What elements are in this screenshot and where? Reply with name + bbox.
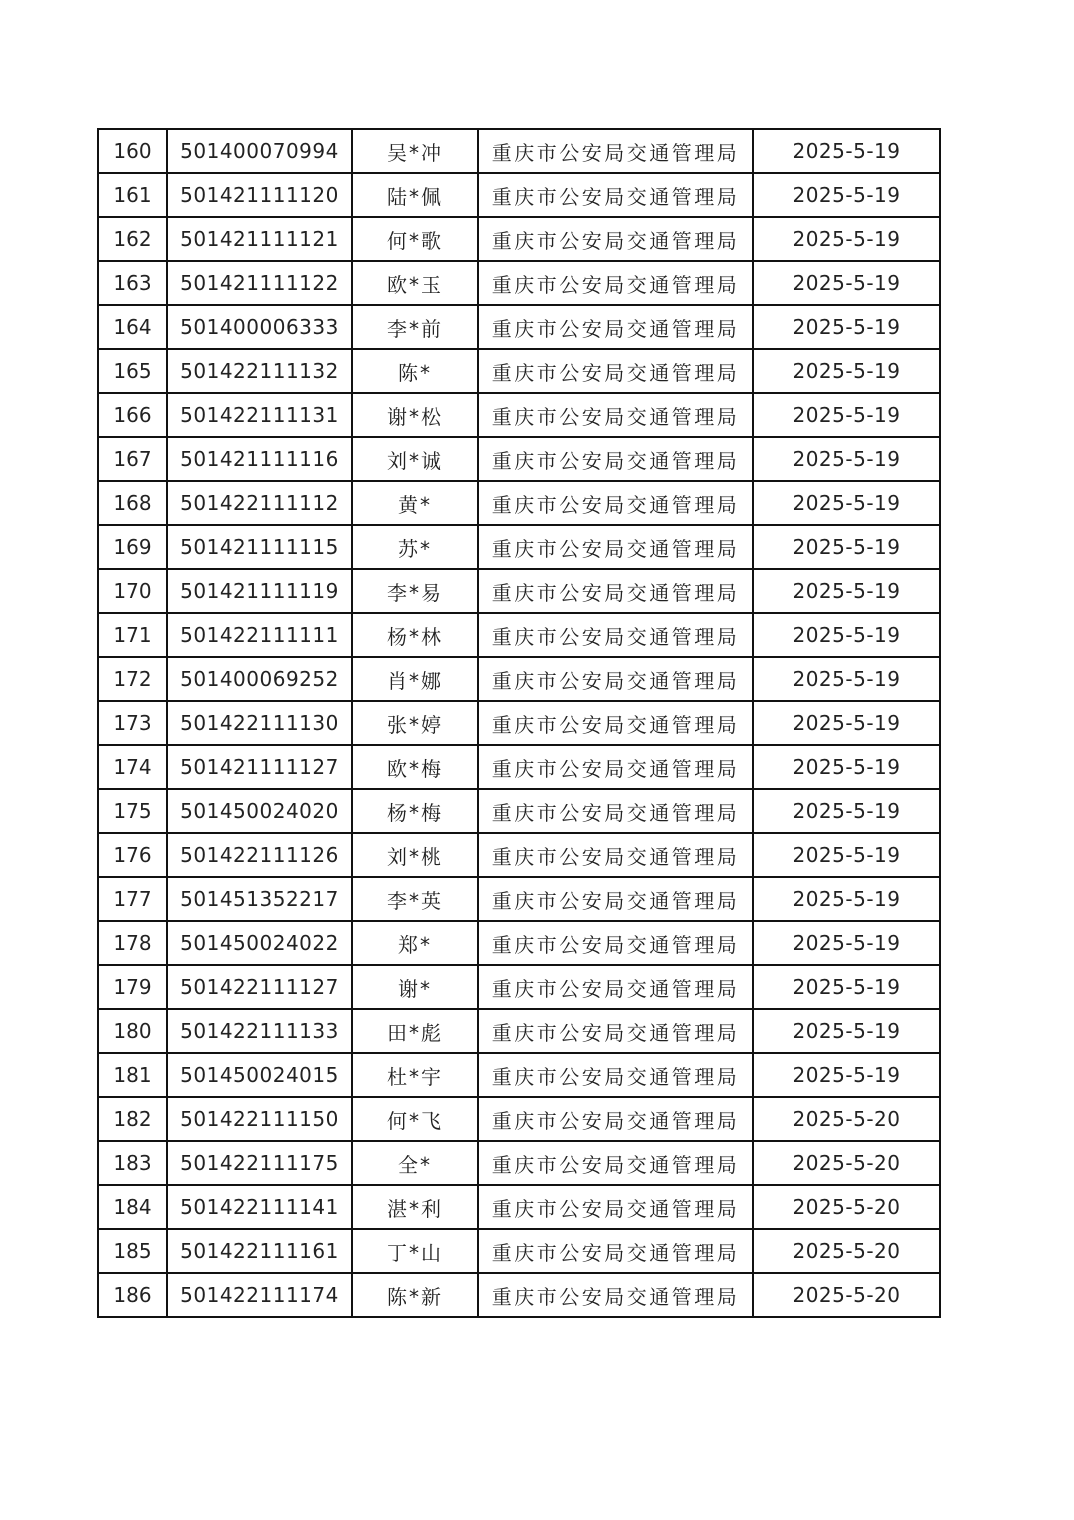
person-name-cell: 何*飞 <box>352 1097 478 1141</box>
row-number-cell: 171 <box>98 613 167 657</box>
date-cell: 2025-5-19 <box>753 701 940 745</box>
record-id-cell: 501422111175 <box>167 1141 352 1185</box>
table-row <box>98 1273 940 1317</box>
date-cell: 2025-5-20 <box>753 1185 940 1229</box>
organization-cell: 重庆市公安局交通管理局 <box>478 877 753 921</box>
table-row <box>98 833 940 877</box>
table-row <box>98 173 940 217</box>
person-name-cell: 杨*林 <box>352 613 478 657</box>
record-id-cell: 501422111130 <box>167 701 352 745</box>
table-row <box>98 481 940 525</box>
row-number-cell: 162 <box>98 217 167 261</box>
date-cell: 2025-5-19 <box>753 833 940 877</box>
row-number-cell: 173 <box>98 701 167 745</box>
row-number-cell: 176 <box>98 833 167 877</box>
table-row <box>98 1097 940 1141</box>
date-cell: 2025-5-19 <box>753 877 940 921</box>
table-row <box>98 1141 940 1185</box>
row-number-cell: 183 <box>98 1141 167 1185</box>
date-cell: 2025-5-19 <box>753 525 940 569</box>
table-row <box>98 1185 940 1229</box>
record-id-cell: 501400006333 <box>167 305 352 349</box>
date-cell: 2025-5-20 <box>753 1273 940 1317</box>
date-cell: 2025-5-19 <box>753 481 940 525</box>
row-number-cell: 177 <box>98 877 167 921</box>
date-cell: 2025-5-19 <box>753 1009 940 1053</box>
date-cell: 2025-5-19 <box>753 921 940 965</box>
organization-cell: 重庆市公安局交通管理局 <box>478 1009 753 1053</box>
organization-cell: 重庆市公安局交通管理局 <box>478 173 753 217</box>
date-cell: 2025-5-19 <box>753 569 940 613</box>
organization-cell: 重庆市公安局交通管理局 <box>478 965 753 1009</box>
table-row <box>98 789 940 833</box>
record-id-cell: 501421111121 <box>167 217 352 261</box>
row-number-cell: 164 <box>98 305 167 349</box>
row-number-cell: 174 <box>98 745 167 789</box>
record-id-cell: 501400069252 <box>167 657 352 701</box>
organization-cell: 重庆市公安局交通管理局 <box>478 305 753 349</box>
person-name-cell: 杨*梅 <box>352 789 478 833</box>
table-row <box>98 217 940 261</box>
record-id-cell: 501450024022 <box>167 921 352 965</box>
table-row <box>98 305 940 349</box>
record-id-cell: 501422111131 <box>167 393 352 437</box>
record-id-cell: 501422111112 <box>167 481 352 525</box>
row-number-cell: 165 <box>98 349 167 393</box>
date-cell: 2025-5-19 <box>753 129 940 173</box>
row-number-cell: 160 <box>98 129 167 173</box>
organization-cell: 重庆市公安局交通管理局 <box>478 1141 753 1185</box>
person-name-cell: 刘*诚 <box>352 437 478 481</box>
row-number-cell: 163 <box>98 261 167 305</box>
organization-cell: 重庆市公安局交通管理局 <box>478 833 753 877</box>
record-id-cell: 501421111120 <box>167 173 352 217</box>
person-name-cell: 苏* <box>352 525 478 569</box>
record-id-cell: 501422111133 <box>167 1009 352 1053</box>
date-cell: 2025-5-19 <box>753 745 940 789</box>
date-cell: 2025-5-19 <box>753 349 940 393</box>
row-number-cell: 175 <box>98 789 167 833</box>
row-number-cell: 172 <box>98 657 167 701</box>
row-number-cell: 167 <box>98 437 167 481</box>
record-id-cell: 501450024020 <box>167 789 352 833</box>
organization-cell: 重庆市公安局交通管理局 <box>478 921 753 965</box>
row-number-cell: 178 <box>98 921 167 965</box>
date-cell: 2025-5-20 <box>753 1229 940 1273</box>
person-name-cell: 肖*娜 <box>352 657 478 701</box>
date-cell: 2025-5-19 <box>753 965 940 1009</box>
organization-cell: 重庆市公安局交通管理局 <box>478 1097 753 1141</box>
person-name-cell: 郑* <box>352 921 478 965</box>
table-row <box>98 657 940 701</box>
row-number-cell: 169 <box>98 525 167 569</box>
table-row <box>98 1009 940 1053</box>
record-id-cell: 501422111111 <box>167 613 352 657</box>
table-row <box>98 921 940 965</box>
person-name-cell: 李*易 <box>352 569 478 613</box>
date-cell: 2025-5-19 <box>753 657 940 701</box>
records-table <box>97 128 941 1318</box>
person-name-cell: 谢*松 <box>352 393 478 437</box>
date-cell: 2025-5-19 <box>753 393 940 437</box>
organization-cell: 重庆市公安局交通管理局 <box>478 1053 753 1097</box>
row-number-cell: 170 <box>98 569 167 613</box>
date-cell: 2025-5-19 <box>753 437 940 481</box>
organization-cell: 重庆市公安局交通管理局 <box>478 1229 753 1273</box>
organization-cell: 重庆市公安局交通管理局 <box>478 745 753 789</box>
organization-cell: 重庆市公安局交通管理局 <box>478 129 753 173</box>
organization-cell: 重庆市公安局交通管理局 <box>478 393 753 437</box>
person-name-cell: 陈*新 <box>352 1273 478 1317</box>
person-name-cell: 李*英 <box>352 877 478 921</box>
organization-cell: 重庆市公安局交通管理局 <box>478 1273 753 1317</box>
organization-cell: 重庆市公安局交通管理局 <box>478 657 753 701</box>
row-number-cell: 179 <box>98 965 167 1009</box>
person-name-cell: 田*彪 <box>352 1009 478 1053</box>
row-number-cell: 184 <box>98 1185 167 1229</box>
date-cell: 2025-5-19 <box>753 173 940 217</box>
person-name-cell: 欧*梅 <box>352 745 478 789</box>
table-row <box>98 1229 940 1273</box>
table-row <box>98 129 940 173</box>
date-cell: 2025-5-19 <box>753 261 940 305</box>
date-cell: 2025-5-19 <box>753 305 940 349</box>
person-name-cell: 陈* <box>352 349 478 393</box>
person-name-cell: 全* <box>352 1141 478 1185</box>
table-row <box>98 1053 940 1097</box>
date-cell: 2025-5-19 <box>753 789 940 833</box>
person-name-cell: 刘*桃 <box>352 833 478 877</box>
row-number-cell: 181 <box>98 1053 167 1097</box>
record-id-cell: 501421111115 <box>167 525 352 569</box>
person-name-cell: 黄* <box>352 481 478 525</box>
record-id-cell: 501421111116 <box>167 437 352 481</box>
organization-cell: 重庆市公安局交通管理局 <box>478 525 753 569</box>
table-row <box>98 393 940 437</box>
table-row <box>98 965 940 1009</box>
table-row <box>98 701 940 745</box>
person-name-cell: 张*婷 <box>352 701 478 745</box>
organization-cell: 重庆市公安局交通管理局 <box>478 789 753 833</box>
record-id-cell: 501421111119 <box>167 569 352 613</box>
record-id-cell: 501421111127 <box>167 745 352 789</box>
date-cell: 2025-5-19 <box>753 613 940 657</box>
person-name-cell: 湛*利 <box>352 1185 478 1229</box>
record-id-cell: 501422111174 <box>167 1273 352 1317</box>
record-id-cell: 501422111150 <box>167 1097 352 1141</box>
row-number-cell: 166 <box>98 393 167 437</box>
table-row <box>98 613 940 657</box>
table-row <box>98 261 940 305</box>
records-table-body <box>98 129 940 1317</box>
row-number-cell: 180 <box>98 1009 167 1053</box>
organization-cell: 重庆市公安局交通管理局 <box>478 613 753 657</box>
person-name-cell: 李*前 <box>352 305 478 349</box>
table-row <box>98 437 940 481</box>
table-row <box>98 349 940 393</box>
row-number-cell: 182 <box>98 1097 167 1141</box>
person-name-cell: 谢* <box>352 965 478 1009</box>
person-name-cell: 陆*佩 <box>352 173 478 217</box>
organization-cell: 重庆市公安局交通管理局 <box>478 481 753 525</box>
person-name-cell: 丁*山 <box>352 1229 478 1273</box>
organization-cell: 重庆市公安局交通管理局 <box>478 217 753 261</box>
organization-cell: 重庆市公安局交通管理局 <box>478 437 753 481</box>
row-number-cell: 168 <box>98 481 167 525</box>
organization-cell: 重庆市公安局交通管理局 <box>478 261 753 305</box>
table-row <box>98 525 940 569</box>
organization-cell: 重庆市公安局交通管理局 <box>478 701 753 745</box>
person-name-cell: 吴*冲 <box>352 129 478 173</box>
organization-cell: 重庆市公安局交通管理局 <box>478 349 753 393</box>
date-cell: 2025-5-20 <box>753 1097 940 1141</box>
person-name-cell: 何*歌 <box>352 217 478 261</box>
person-name-cell: 欧*玉 <box>352 261 478 305</box>
record-id-cell: 501422111161 <box>167 1229 352 1273</box>
record-id-cell: 501422111141 <box>167 1185 352 1229</box>
record-id-cell: 501422111127 <box>167 965 352 1009</box>
date-cell: 2025-5-20 <box>753 1141 940 1185</box>
record-id-cell: 501422111132 <box>167 349 352 393</box>
date-cell: 2025-5-19 <box>753 1053 940 1097</box>
record-id-cell: 501400070994 <box>167 129 352 173</box>
date-cell: 2025-5-19 <box>753 217 940 261</box>
row-number-cell: 185 <box>98 1229 167 1273</box>
record-id-cell: 501421111122 <box>167 261 352 305</box>
record-id-cell: 501422111126 <box>167 833 352 877</box>
row-number-cell: 161 <box>98 173 167 217</box>
organization-cell: 重庆市公安局交通管理局 <box>478 1185 753 1229</box>
row-number-cell: 186 <box>98 1273 167 1317</box>
organization-cell: 重庆市公安局交通管理局 <box>478 569 753 613</box>
table-row <box>98 877 940 921</box>
table-row <box>98 569 940 613</box>
person-name-cell: 杜*宇 <box>352 1053 478 1097</box>
record-id-cell: 501451352217 <box>167 877 352 921</box>
record-id-cell: 501450024015 <box>167 1053 352 1097</box>
table-row <box>98 745 940 789</box>
